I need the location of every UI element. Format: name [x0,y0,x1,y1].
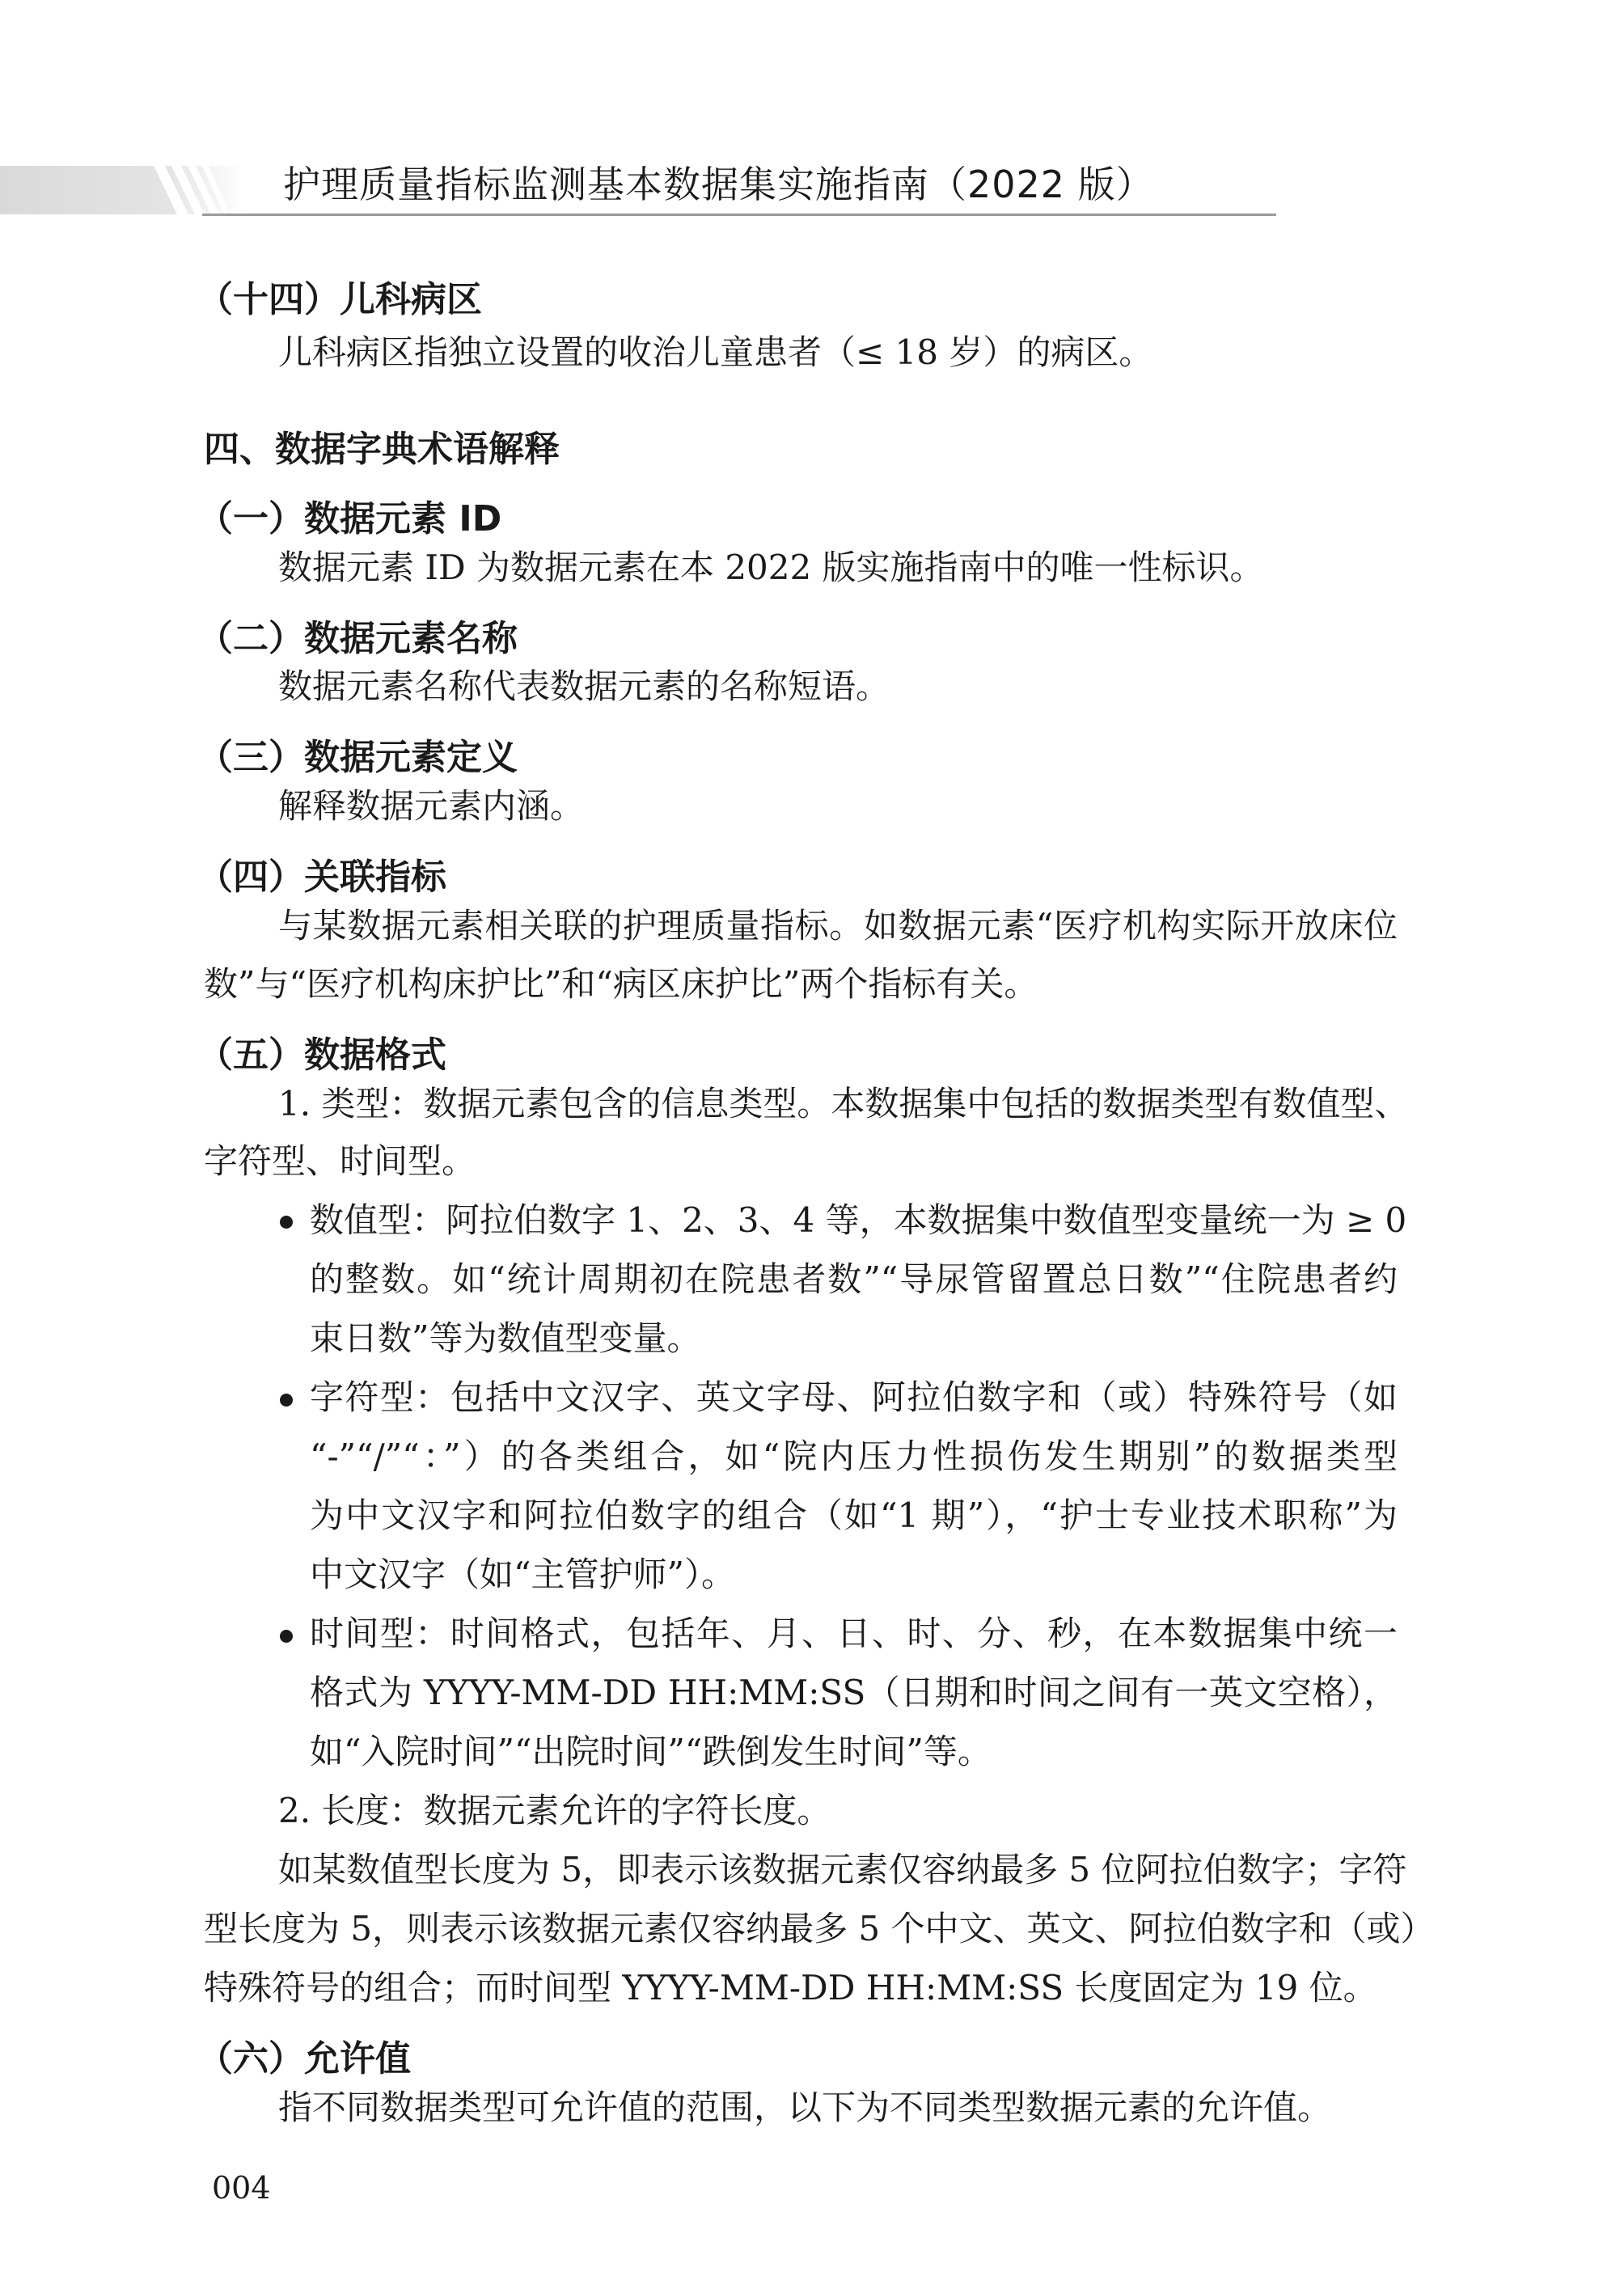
bullet-line: 的整数。如“统计周期初在院患者数”“导尿管留置总日数”“住院患者约 [310,1259,1398,1299]
bullet-dot [280,1630,293,1643]
page-number: 004 [212,2170,271,2206]
bullet-dot [280,1216,293,1229]
paragraph-line: 儿科病区指独立设置的收治儿童患者（≤ 18 岁）的病区。 [278,332,1153,372]
bullet-dot [280,1394,293,1407]
section-heading-2: （二）数据元素名称 [197,618,518,659]
bullet-line: 数值型：阿拉伯数字 1、2、3、4 等，本数据集中数值型变量统一为 ≥ 0 [310,1200,1407,1240]
bullet-line: “-”“/”“：”）的各类组合，如“院内压力性损伤发生期别”的数据类型 [310,1436,1398,1476]
paragraph-line: 数”与“医疗机构床护比”和“病区床护比”两个指标有关。 [204,964,1038,1004]
paragraph-line: 数据元素 ID 为数据元素在本 2022 版实施指南中的唯一性标识。 [278,548,1264,587]
paragraph-line: 型长度为 5，则表示该数据元素仅容纳最多 5 个中文、英文、阿拉伯数字和（或） [204,1909,1435,1948]
paragraph-line: 解释数据元素内涵。 [278,786,585,826]
paragraph-line: 1. 类型：数据元素包含的信息类型。本数据集中包括的数据类型有数值型、 [278,1084,1409,1123]
bullet-line: 格式为 YYYY-MM-DD HH:MM:SS（日期和时间之间有一英文空格）， [310,1673,1398,1712]
paragraph-line: 与某数据元素相关联的护理质量指标。如数据元素“医疗机构实际开放床位 [278,906,1398,946]
chapter-heading-4: 四、数据字典术语解释 [204,429,560,470]
bullet-line: 中文汉字（如“主管护师”）。 [310,1555,735,1594]
section-heading-14: （十四）儿科病区 [197,279,482,320]
paragraph-line: 字符型、时间型。 [204,1141,476,1181]
bullet-line: 时间型：时间格式，包括年、月、日、时、分、秒，在本数据集中统一 [310,1614,1398,1653]
header-rule [202,214,1276,216]
section-heading-6: （六）允许值 [197,2038,411,2079]
paragraph-line: 2. 长度：数据元素允许的字符长度。 [278,1791,831,1830]
running-header-title: 护理质量指标监测基本数据集实施指南（2022 版） [283,163,1154,206]
bullet-line: 为中文汉字和阿拉伯数字的组合（如“1 期”），“护士专业技术职称”为 [310,1496,1398,1535]
bullet-line: 字符型：包括中文汉字、英文字母、阿拉伯数字和（或）特殊符号（如 [310,1377,1398,1417]
bullet-line: 束日数”等为数值型变量。 [310,1318,701,1358]
section-heading-1: （一）数据元素 ID [197,498,502,539]
paragraph-line: 特殊符号的组合；而时间型 YYYY-MM-DD HH:MM:SS 长度固定为 19 位。 [204,1968,1377,2007]
section-heading-4: （四）关联指标 [197,857,446,898]
paragraph-line: 数据元素名称代表数据元素的名称短语。 [278,666,890,706]
header-stripes-decoration [154,166,226,216]
paragraph-line: 如某数值型长度为 5，即表示该数据元素仅容纳最多 5 位阿拉伯数字；字符 [278,1850,1407,1889]
section-heading-5: （五）数据格式 [197,1034,446,1076]
paragraph-line: 指不同数据类型可允许值的范围，以下为不同类型数据元素的允许值。 [278,2088,1332,2127]
bullet-line: 如“入院时间”“出院时间”“跌倒发生时间”等。 [310,1732,992,1771]
section-heading-3: （三）数据元素定义 [197,737,518,778]
